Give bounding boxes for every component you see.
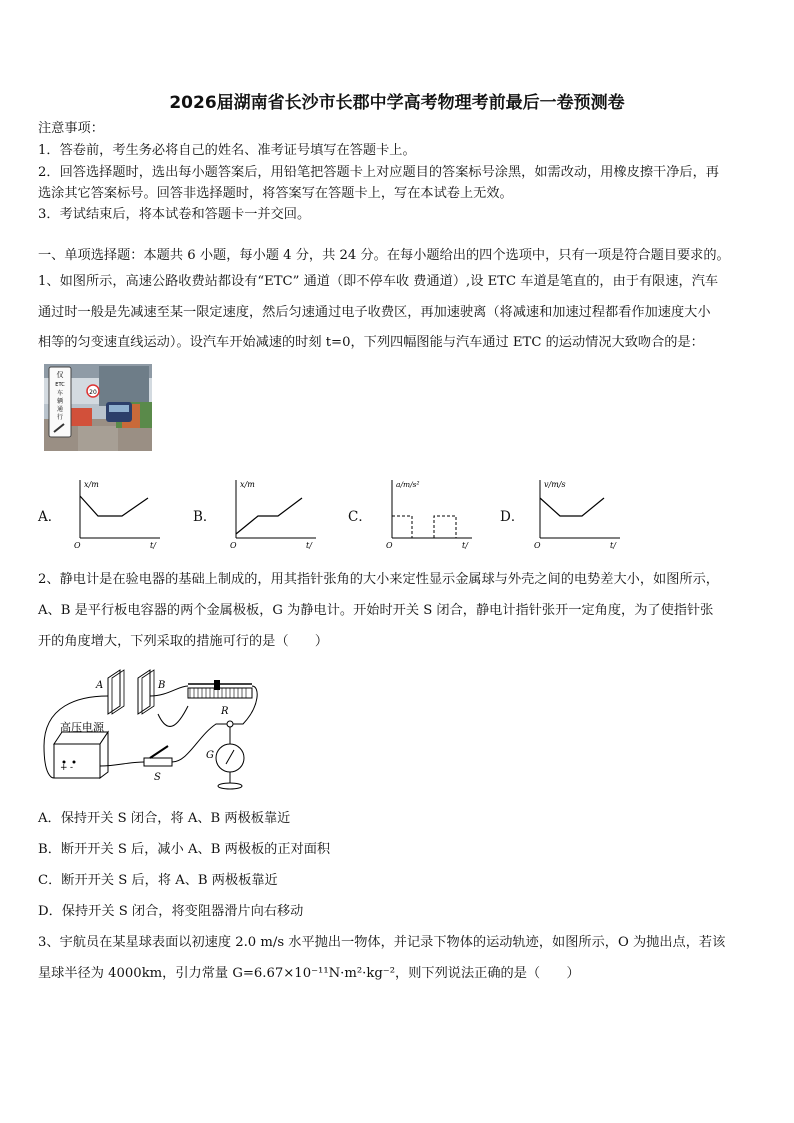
question-text: 通过时一般是先减速至某一限定速度，然后匀速通过电子收费区，再加速驶离（将减速和加速过程都看作加速度大小 (38, 305, 711, 320)
switch-label: S (154, 772, 161, 783)
y-axis-label: x/m (240, 480, 255, 489)
origin-label: O (230, 541, 237, 550)
sign-text: ETC (55, 382, 65, 388)
question-text: 1、如图所示，高速公路收费站都设有“ETC” 通道（即不停车收 费通道）,设 ETC 车道是笔直的，由于有限速，汽车 (38, 274, 719, 289)
option-label: C． (348, 509, 372, 525)
negative-terminal: - (70, 763, 74, 773)
power-supply-label: 高压电源 (60, 721, 104, 734)
y-axis-label: x/m (84, 480, 99, 489)
question-text: 星球半径为 4000km，引力常量 G=6.67×10⁻¹¹N·m²·kg⁻²，则下列说法正确的是（ ） (38, 966, 580, 981)
electrometer-label: G (206, 750, 214, 761)
x-axis-label: t/ (306, 541, 312, 550)
answer-option: C．断开开关 S 后，将 A、B 两极板靠近 (38, 873, 278, 888)
graph-c (382, 476, 477, 550)
option-label: D． (500, 509, 525, 525)
etc-toll-photo (44, 364, 152, 451)
sign-text: 车 (56, 390, 64, 397)
notice-item: 选涂其它答案标号。回答非选择题时，将答案写在答题卡上，写在本试卷上无效。 (38, 186, 513, 201)
plate-a-label: A (96, 680, 104, 691)
option-label: B． (193, 509, 217, 525)
sign-text: 通 (56, 406, 64, 413)
answer-option: B．断开开关 S 后，减小 A、B 两极板的正对面积 (38, 842, 331, 857)
origin-label: O (386, 541, 393, 550)
question-text: A、B 是平行板电容器的两个金属极板，G 为静电计。开始时开关 S 闭合，静电计指针张开一定角度，为了使指针张 (38, 603, 714, 618)
notice-item: 3．考试结束后，将本试卷和答题卡一并交回。 (38, 207, 311, 222)
graph-d (530, 476, 625, 550)
x-axis-label: t/ (462, 541, 468, 550)
y-axis-label: v/m/s (544, 480, 566, 489)
origin-label: O (74, 541, 81, 550)
answer-option: D．保持开关 S 闭合，将变阻器滑片向右移动 (38, 904, 304, 919)
notice-item: 2．回答选择题时，选出每小题答案后，用铅笔把答题卡上对应题目的答案标号涂黑，如需改动，用橡皮擦干净后，再 (38, 165, 719, 180)
sign-text: 行 (56, 414, 64, 421)
capacitor-circuit-diagram (38, 666, 260, 799)
page-title: 2026届湖南省长沙市长郡中学高考物理考前最后一卷预测卷 (169, 93, 625, 113)
y-axis-label: a/m/s² (396, 480, 420, 489)
origin-label: O (534, 541, 541, 550)
rheostat-label: R (221, 706, 229, 717)
option-label: A． (38, 509, 62, 525)
graph-a (70, 476, 165, 550)
positive-terminal: + (60, 763, 68, 773)
question-text: 3、宇航员在某星球表面以初速度 2.0 m/s 水平抛出一物体，并记录下物体的运动轨迹，如图所示，O 为抛出点，若该 (38, 935, 726, 950)
section-heading: 一、单项选择题：本题共 6 小题，每小题 4 分，共 24 分。在每小题给出的四个选项中，只有一项是符合题目要求的。 (38, 248, 730, 263)
question-text: 相等的匀变速直线运动）。设汽车开始减速的时刻 t=0，下列四幅图能与汽车通过 ETC 的运动情况大致吻合的是： (38, 335, 704, 350)
notice-heading: 注意事项： (38, 121, 104, 136)
sign-text: 辆 (56, 398, 64, 405)
sign-text: 仅 (56, 371, 64, 379)
x-axis-label: t/ (150, 541, 156, 550)
graph-b (226, 476, 321, 550)
answer-option: A．保持开关 S 闭合，将 A、B 两极板靠近 (38, 811, 291, 826)
question-text: 2、静电计是在验电器的基础上制成的，用其指针张角的大小来定性显示金属球与外壳之间的电势差大小，如图所示， (38, 572, 719, 587)
plate-b-label: B (158, 680, 166, 691)
question-text: 开的角度增大，下列采取的措施可行的是（ ） (38, 634, 329, 649)
speed-limit-sign: 20 (89, 389, 97, 396)
notice-item: 1．答卷前，考生务必将自己的姓名、准考证号填写在答题卡上。 (38, 143, 416, 158)
x-axis-label: t/ (610, 541, 616, 550)
